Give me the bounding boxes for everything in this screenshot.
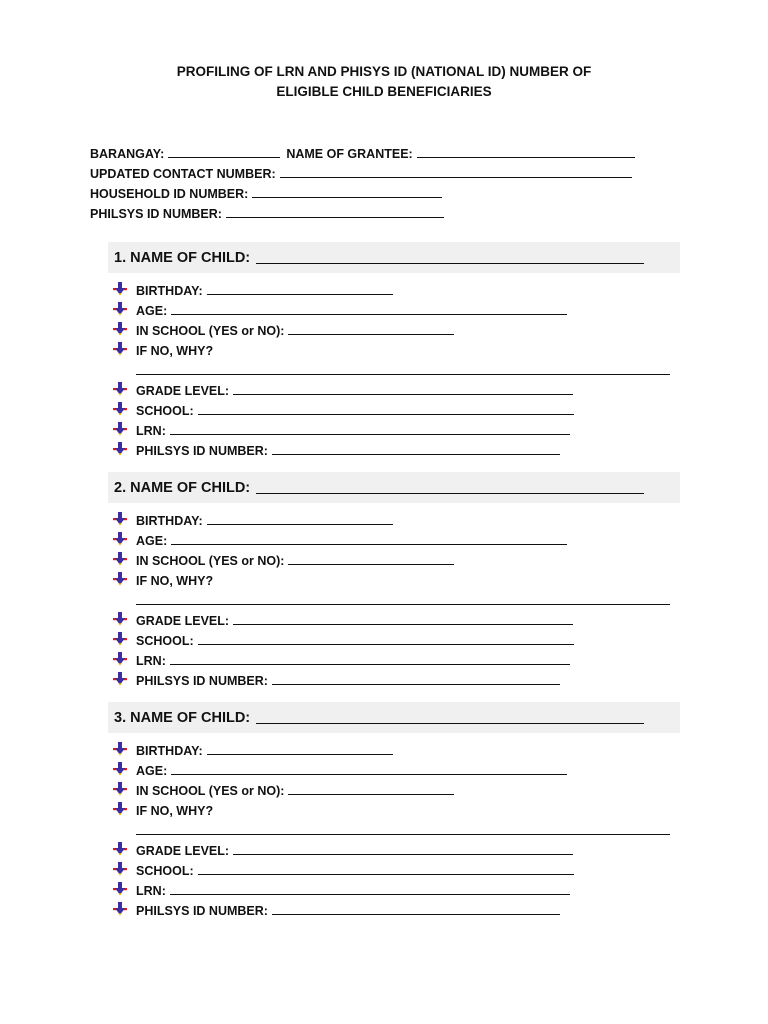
birthday-field[interactable] bbox=[207, 282, 393, 295]
down-arrow-bullet-icon bbox=[112, 321, 128, 337]
down-arrow-bullet-icon bbox=[112, 281, 128, 297]
down-arrow-bullet-icon bbox=[112, 421, 128, 437]
household-row bbox=[90, 181, 690, 201]
child-section-header bbox=[108, 702, 680, 733]
grade-level-row bbox=[112, 838, 682, 858]
lrn-row bbox=[112, 878, 682, 898]
child-name-label: 2. NAME OF CHILD: bbox=[114, 480, 251, 496]
if-no-why-row bbox=[112, 798, 682, 818]
grade-level-row bbox=[112, 608, 682, 628]
down-arrow-bullet-icon bbox=[112, 341, 128, 357]
school-label: SCHOOL: bbox=[136, 404, 194, 418]
if-no-why-label: IF NO, WHY? bbox=[136, 804, 214, 818]
in-school-row bbox=[112, 318, 682, 338]
down-arrow-bullet-icon bbox=[112, 841, 128, 857]
down-arrow-bullet-icon bbox=[112, 571, 128, 587]
barangay-grantee-row bbox=[90, 141, 690, 161]
child-details bbox=[112, 278, 682, 458]
if-no-why-field[interactable] bbox=[136, 592, 670, 605]
form-title bbox=[0, 62, 768, 102]
contact-row bbox=[90, 161, 690, 181]
if-no-why-answer-row bbox=[112, 358, 682, 378]
philsys-label: PHILSYS ID NUMBER: bbox=[90, 207, 222, 221]
grade-level-label: GRADE LEVEL: bbox=[136, 384, 230, 398]
in-school-field[interactable] bbox=[288, 552, 454, 565]
birthday-label: BIRTHDAY: bbox=[136, 284, 203, 298]
grade-level-field[interactable] bbox=[233, 382, 573, 395]
lrn-field[interactable] bbox=[170, 652, 570, 665]
in-school-label: IN SCHOOL (YES or NO): bbox=[136, 784, 285, 798]
age-row bbox=[112, 528, 682, 548]
age-field[interactable] bbox=[171, 302, 567, 315]
household-field[interactable] bbox=[252, 185, 442, 198]
birthday-row bbox=[112, 278, 682, 298]
grantee-field[interactable] bbox=[417, 145, 635, 158]
if-no-why-label: IF NO, WHY? bbox=[136, 574, 214, 588]
in-school-field[interactable] bbox=[288, 322, 454, 335]
child-section-header bbox=[108, 242, 680, 273]
school-row bbox=[112, 858, 682, 878]
child-philsys-row bbox=[112, 438, 682, 458]
birthday-field[interactable] bbox=[207, 742, 393, 755]
child-philsys-label: PHILSYS ID NUMBER: bbox=[136, 674, 268, 688]
birthday-label: BIRTHDAY: bbox=[136, 744, 203, 758]
down-arrow-bullet-icon bbox=[112, 531, 128, 547]
lrn-field[interactable] bbox=[170, 422, 570, 435]
child-philsys-field[interactable] bbox=[272, 902, 560, 915]
lrn-label: LRN: bbox=[136, 424, 166, 438]
in-school-row bbox=[112, 548, 682, 568]
barangay-field[interactable] bbox=[168, 145, 280, 158]
philsys-row bbox=[90, 201, 690, 221]
school-label: SCHOOL: bbox=[136, 864, 194, 878]
down-arrow-bullet-icon bbox=[112, 651, 128, 667]
if-no-why-answer-row bbox=[112, 818, 682, 838]
child-philsys-row bbox=[112, 898, 682, 918]
form-title-line-1: PROFILING OF LRN AND PHISYS ID (NATIONAL ID) NUMBER OF bbox=[176, 64, 592, 79]
if-no-why-row bbox=[112, 338, 682, 358]
child-name-field[interactable] bbox=[256, 709, 644, 724]
household-label: HOUSEHOLD ID NUMBER: bbox=[90, 187, 249, 201]
child-name-field[interactable] bbox=[256, 479, 644, 494]
down-arrow-bullet-icon bbox=[112, 901, 128, 917]
if-no-why-field[interactable] bbox=[136, 822, 670, 835]
grade-level-field[interactable] bbox=[233, 842, 573, 855]
lrn-row bbox=[112, 418, 682, 438]
child-name-field[interactable] bbox=[256, 249, 644, 264]
in-school-field[interactable] bbox=[288, 782, 454, 795]
child-details bbox=[112, 738, 682, 918]
down-arrow-bullet-icon bbox=[112, 801, 128, 817]
household-info bbox=[90, 141, 690, 221]
if-no-why-row bbox=[112, 568, 682, 588]
grantee-label: NAME OF GRANTEE: bbox=[286, 147, 413, 161]
school-field[interactable] bbox=[198, 862, 574, 875]
contact-field[interactable] bbox=[280, 165, 632, 178]
age-row bbox=[112, 758, 682, 778]
barangay-label: BARANGAY: bbox=[90, 147, 165, 161]
down-arrow-bullet-icon bbox=[112, 631, 128, 647]
school-field[interactable] bbox=[198, 632, 574, 645]
child-section-header bbox=[108, 472, 680, 503]
grade-level-row bbox=[112, 378, 682, 398]
contact-label: UPDATED CONTACT NUMBER: bbox=[90, 167, 276, 181]
down-arrow-bullet-icon bbox=[112, 741, 128, 757]
grade-level-label: GRADE LEVEL: bbox=[136, 844, 230, 858]
birthday-row bbox=[112, 738, 682, 758]
age-field[interactable] bbox=[171, 762, 567, 775]
down-arrow-bullet-icon bbox=[112, 381, 128, 397]
child-philsys-row bbox=[112, 668, 682, 688]
if-no-why-field[interactable] bbox=[136, 362, 670, 375]
lrn-label: LRN: bbox=[136, 654, 166, 668]
down-arrow-bullet-icon bbox=[112, 401, 128, 417]
grade-level-field[interactable] bbox=[233, 612, 573, 625]
child-philsys-field[interactable] bbox=[272, 672, 560, 685]
lrn-field[interactable] bbox=[170, 882, 570, 895]
down-arrow-bullet-icon bbox=[112, 551, 128, 567]
age-field[interactable] bbox=[171, 532, 567, 545]
child-details bbox=[112, 508, 682, 688]
philsys-field[interactable] bbox=[226, 205, 444, 218]
age-label: AGE: bbox=[136, 534, 168, 548]
down-arrow-bullet-icon bbox=[112, 441, 128, 457]
in-school-label: IN SCHOOL (YES or NO): bbox=[136, 324, 285, 338]
age-label: AGE: bbox=[136, 304, 168, 318]
down-arrow-bullet-icon bbox=[112, 861, 128, 877]
child-philsys-field[interactable] bbox=[272, 442, 560, 455]
age-row bbox=[112, 298, 682, 318]
form-title-line-2: ELIGIBLE CHILD BENEFICIARIES bbox=[276, 84, 492, 99]
birthday-row bbox=[112, 508, 682, 528]
if-no-why-label: IF NO, WHY? bbox=[136, 344, 214, 358]
lrn-row bbox=[112, 648, 682, 668]
if-no-why-answer-row bbox=[112, 588, 682, 608]
in-school-label: IN SCHOOL (YES or NO): bbox=[136, 554, 285, 568]
down-arrow-bullet-icon bbox=[112, 881, 128, 897]
down-arrow-bullet-icon bbox=[112, 611, 128, 627]
lrn-label: LRN: bbox=[136, 884, 166, 898]
school-label: SCHOOL: bbox=[136, 634, 194, 648]
down-arrow-bullet-icon bbox=[112, 671, 128, 687]
birthday-label: BIRTHDAY: bbox=[136, 514, 203, 528]
down-arrow-bullet-icon bbox=[112, 511, 128, 527]
school-row bbox=[112, 398, 682, 418]
birthday-field[interactable] bbox=[207, 512, 393, 525]
grade-level-label: GRADE LEVEL: bbox=[136, 614, 230, 628]
down-arrow-bullet-icon bbox=[112, 781, 128, 797]
in-school-row bbox=[112, 778, 682, 798]
age-label: AGE: bbox=[136, 764, 168, 778]
school-field[interactable] bbox=[198, 402, 574, 415]
child-name-label: 1. NAME OF CHILD: bbox=[114, 250, 251, 266]
child-name-label: 3. NAME OF CHILD: bbox=[114, 710, 251, 726]
down-arrow-bullet-icon bbox=[112, 761, 128, 777]
child-philsys-label: PHILSYS ID NUMBER: bbox=[136, 444, 268, 458]
child-philsys-label: PHILSYS ID NUMBER: bbox=[136, 904, 268, 918]
school-row bbox=[112, 628, 682, 648]
down-arrow-bullet-icon bbox=[112, 301, 128, 317]
